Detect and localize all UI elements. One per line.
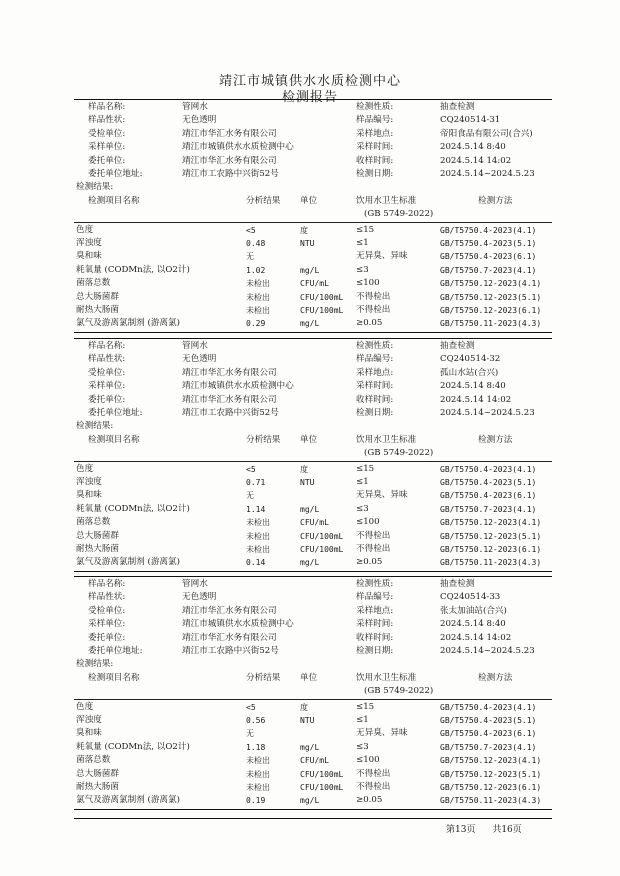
header-method: 检测方法 [478,434,513,445]
results-header-row-2 [74,447,552,460]
info-value: 张太加油站(合兴) [440,605,507,616]
sample-info-row [74,141,552,154]
cell-item: 总大肠菌群 [76,530,119,541]
cell-result: 0.48 [246,239,266,248]
report-subtitle: 检测报告 [281,90,338,105]
info-label: 收样时间: [356,155,394,166]
cell-result: 0.14 [246,558,266,568]
info-label: 委托单位地址: [88,646,143,656]
info-label: 委托单位地址: [88,408,143,418]
cell-standard: ≥0.05 [356,557,383,568]
info-label: 检测性质: [356,341,394,351]
cell-result: 1.18 [246,742,266,752]
sample-info-row [74,394,552,407]
header-result: 分析结果 [246,672,281,683]
header-standard: 饮用水卫生标准 [356,434,417,445]
sample-info-row [74,340,552,353]
info-label: 采样地点: [356,605,394,616]
sample-info-row [74,155,552,168]
report-section [74,99,552,331]
cell-method: GB/T5750.4-2023(6.1) [440,252,537,262]
section-bottom-rule [74,809,552,810]
info-value: 靖江市工农路中兴街52号 [182,169,279,179]
cell-method: GB/T5750.4-2023(6.1) [440,729,537,739]
info-value: 2024.5.14~2024.5.23 [440,646,535,656]
info-value: 管网水 [182,102,208,112]
cell-unit: NTU [300,239,315,248]
cell-item: 浑浊度 [76,477,102,487]
info-value: 孤山水站(合兴) [440,367,499,378]
cell-method: GB/T5750.4-2023(5.1) [440,478,537,487]
header-result: 分析结果 [246,195,281,206]
cell-unit: mg/L [300,742,320,752]
section-top-rule [74,576,552,577]
cell-standard: 无异臭、异味 [356,251,408,262]
cell-unit: mg/L [300,558,320,568]
cell-item: 菌落总数 [76,755,111,766]
cell-standard: ≤1 [356,238,369,248]
results-header-row-2 [74,685,552,698]
sample-info-row [74,101,552,114]
info-value: 靖江市城镇供水水质检测中心 [182,142,294,153]
table-row [74,556,552,569]
header-rule [74,461,552,462]
cell-unit: CFU/100mL [300,306,344,315]
info-label: 采样时间: [356,142,394,153]
info-label: 采样时间: [356,381,394,392]
cell-method: GB/T5750.4-2023(5.1) [440,239,537,248]
table-row [74,476,552,489]
info-label: 样品性状: [88,115,126,126]
info-value: 2024.5.14~2024.5.23 [440,169,535,179]
table-row [74,543,552,556]
cell-unit: 度 [300,702,308,712]
cell-unit: mg/L [300,319,320,329]
table-row [74,489,552,502]
info-value: 2024.5.14 8:40 [440,619,506,630]
cell-unit: CFU/100mL [300,783,344,792]
info-label: 样品性状: [88,354,126,365]
cell-unit: CFU/100mL [300,531,344,541]
cell-method: GB/T5750.4-2023(4.1) [440,702,537,712]
info-label: 受检单位: [88,128,126,139]
cell-unit: CFU/100mL [300,769,344,779]
cell-item: 色度 [76,224,94,235]
cell-standard: 不得检出 [356,291,391,302]
cell-standard: ≤3 [356,264,369,275]
cell-result: 0.29 [246,319,266,329]
header-result: 分析结果 [246,434,281,445]
info-label: 采样单位: [88,619,126,630]
header-standard-code: (GB 5749-2022) [364,686,434,697]
cell-item: 色度 [76,701,94,712]
info-label: 样品编号: [356,592,394,603]
cell-result: 无 [246,252,254,262]
cell-unit: CFU/100mL [300,292,344,302]
cell-standard: 不得检出 [356,782,391,792]
info-label: 委托单位地址: [88,169,143,179]
cell-standard: ≥0.05 [356,318,383,329]
table-row [74,304,552,317]
cell-result: 未检出 [246,292,270,302]
cell-method: GB/T5750.12-2023(6.1) [440,545,542,554]
info-value: 靖江市华汇水务有限公司 [182,155,277,166]
cell-standard: 不得检出 [356,544,391,554]
cell-result: 1.02 [246,265,266,275]
info-label: 受检单位: [88,605,126,616]
cell-item: 臭和味 [76,490,102,501]
table-row [74,291,552,304]
table-row [74,503,552,516]
header-standard: 饮用水卫生标准 [356,195,417,206]
cell-standard: 不得检出 [356,768,391,779]
cell-method: GB/T5750.4-2023(5.1) [440,716,537,725]
cell-method: GB/T5750.12-2023(6.1) [440,783,542,792]
info-value: 靖江市华汇水务有限公司 [182,367,277,378]
cell-method: GB/T5750.4-2023(6.1) [440,491,537,501]
cell-result: 无 [246,491,254,501]
info-label: 采样单位: [88,381,126,392]
cell-unit: mg/L [300,504,320,514]
info-label: 样品编号: [356,354,394,365]
cell-item: 氯气及游离氯制剂 (游离氯) [76,557,180,568]
cell-standard: ≤1 [356,477,369,487]
table-row [74,317,552,330]
info-value: 无色透明 [182,592,217,603]
info-label: 样品名称: [88,341,126,351]
info-label: 检测性质: [356,579,394,589]
cell-method: GB/T5750.11-2023(4.3) [440,796,542,806]
info-value: 2024.5.14~2024.5.23 [440,408,535,418]
info-value: 抽查检测 [440,341,475,351]
info-label: 样品名称: [88,579,126,589]
info-value: 帝阳食品有限公司(合兴) [440,128,533,139]
cell-result: 未检出 [246,545,270,554]
cell-result: 无 [246,729,254,739]
cell-result: 未检出 [246,756,270,766]
info-label: 样品名称: [88,102,126,112]
sample-info-row [74,367,552,380]
cell-item: 臭和味 [76,728,102,739]
info-label: 委托单位: [88,155,126,166]
section-bottom-rule [74,571,552,572]
cell-method: GB/T5750.12-2023(4.1) [440,518,542,528]
info-value: 管网水 [182,341,208,351]
cell-standard: ≤1 [356,715,369,725]
info-value: CQ240514-32 [440,354,501,365]
info-value: 靖江市华汇水务有限公司 [182,632,277,643]
info-value: 无色透明 [182,115,217,126]
info-value: 无色透明 [182,354,217,365]
cell-standard: ≤100 [356,755,380,766]
cell-result: 未检出 [246,769,270,779]
cell-standard: ≤100 [356,517,380,528]
header-rule [74,222,552,223]
info-value: 靖江市工农路中兴街52号 [182,646,279,656]
table-row [74,264,552,277]
report-section [74,576,552,808]
table-row [74,794,552,807]
info-value: 2024.5.14 14:02 [440,632,512,643]
cell-result: <5 [246,225,256,235]
sample-info-row [74,618,552,631]
info-value: 2024.5.14 14:02 [440,155,512,166]
sample-info-row [74,407,552,420]
cell-unit: 度 [300,225,308,235]
cell-item: 臭和味 [76,251,102,262]
sample-info-row [74,591,552,604]
info-label: 收样时间: [356,394,394,405]
header-unit: 单位 [300,434,318,445]
results-header-row-2 [74,208,552,221]
info-label: 检测性质: [356,102,394,112]
page-total: 共16页 [492,825,522,835]
results-label: 检测结果: [76,659,114,670]
cell-method: GB/T5750.11-2023(4.3) [440,319,542,329]
table-row [74,768,552,781]
cell-method: GB/T5750.12-2023(6.1) [440,306,542,315]
info-label: 受检单位: [88,367,126,378]
header-standard-code: (GB 5749-2022) [364,448,434,459]
table-row [74,754,552,767]
cell-method: GB/T5750.7-2023(4.1) [440,265,537,275]
info-value: 2024.5.14 14:02 [440,394,512,405]
cell-unit: CFU/mL [300,279,329,289]
cell-method: GB/T5750.12-2023(4.1) [440,756,542,766]
sample-info-row [74,114,552,127]
cell-standard: 无异臭、异味 [356,728,408,739]
cell-item: 耐热大肠菌 [76,782,119,792]
info-label: 委托单位: [88,632,126,643]
table-row [74,727,552,740]
cell-unit: CFU/mL [300,518,329,528]
info-label: 收样时间: [356,632,394,643]
info-value: 2024.5.14 8:40 [440,142,506,153]
cell-item: 总大肠菌群 [76,291,119,302]
info-value: 抽查检测 [440,579,475,589]
table-row [74,741,552,754]
info-label: 检测日期: [356,169,394,179]
header-unit: 单位 [300,195,318,206]
cell-unit: NTU [300,478,315,487]
cell-unit: 度 [300,464,308,474]
header-method: 检测方法 [478,195,513,206]
cell-method: GB/T5750.12-2023(4.1) [440,279,542,289]
cell-item: 耗氧量 (CODMn法, 以O2计) [76,741,190,752]
sample-info-row [74,168,552,181]
cell-item: 浑浊度 [76,715,102,725]
cell-unit: mg/L [300,796,320,806]
table-row [74,530,552,543]
cell-standard: ≤15 [356,463,375,474]
cell-item: 耗氧量 (CODMn法, 以O2计) [76,503,190,514]
page-footer [446,822,536,835]
cell-item: 耐热大肠菌 [76,305,119,315]
section-top-rule [74,338,552,339]
footer-rule [74,818,552,819]
cell-unit: CFU/100mL [300,545,344,554]
header-item: 检测项目名称 [88,672,140,683]
cell-item: 耗氧量 (CODMn法, 以O2计) [76,264,190,275]
results-label-row [74,658,552,671]
cell-unit: mg/L [300,265,320,275]
header-method: 检测方法 [478,672,513,683]
info-value: 2024.5.14 8:40 [440,381,506,392]
cell-item: 氯气及游离氯制剂 (游离氯) [76,795,180,806]
table-row [74,701,552,714]
info-label: 样品编号: [356,115,394,126]
sample-info-row [74,380,552,393]
info-label: 采样地点: [356,367,394,378]
cell-standard: ≥0.05 [356,795,383,806]
table-row [74,781,552,794]
table-row [74,250,552,263]
results-label-row [74,420,552,433]
report-org-title: 靖江市城镇供水水质检测中心 [218,74,401,89]
info-value: 靖江市华汇水务有限公司 [182,128,277,139]
table-row [74,516,552,529]
cell-standard: ≤3 [356,503,369,514]
cell-unit: NTU [300,716,315,725]
cell-item: 菌落总数 [76,278,111,289]
cell-method: GB/T5750.4-2023(4.1) [440,225,537,235]
sample-info-row [74,632,552,645]
info-value: 靖江市城镇供水水质检测中心 [182,619,294,630]
header-item: 检测项目名称 [88,195,140,206]
info-label: 采样单位: [88,142,126,153]
section-top-rule [74,99,552,100]
table-row [74,714,552,727]
info-value: 管网水 [182,579,208,589]
results-label-row [74,181,552,194]
page-number: 第13页 [446,825,476,835]
info-label: 检测日期: [356,408,394,418]
info-value: 靖江市工农路中兴街52号 [182,408,279,418]
cell-result: 未检出 [246,279,270,289]
cell-result: <5 [246,464,256,474]
sample-info-row [74,578,552,591]
cell-result: 0.56 [246,716,266,725]
cell-standard: 不得检出 [356,305,391,315]
header-item: 检测项目名称 [88,434,140,445]
cell-item: 耐热大肠菌 [76,544,119,554]
cell-method: GB/T5750.11-2023(4.3) [440,558,542,568]
cell-method: GB/T5750.4-2023(4.1) [440,464,537,474]
report-section [74,338,552,570]
results-label: 检测结果: [76,182,114,193]
sample-info-row [74,128,552,141]
info-value: 靖江市城镇供水水质检测中心 [182,381,294,392]
info-value: CQ240514-31 [440,115,501,126]
cell-standard: ≤3 [356,741,369,752]
cell-result: 未检出 [246,783,270,792]
sample-info-row [74,353,552,366]
info-value: 靖江市华汇水务有限公司 [182,394,277,405]
header-standard-code: (GB 5749-2022) [364,209,434,220]
cell-method: GB/T5750.12-2023(5.1) [440,292,542,302]
cell-item: 菌落总数 [76,517,111,528]
cell-item: 总大肠菌群 [76,768,119,779]
cell-result: 未检出 [246,518,270,528]
results-header-row [74,434,552,447]
info-value: 抽查检测 [440,102,475,112]
header-standard: 饮用水卫生标准 [356,672,417,683]
table-row [74,224,552,237]
cell-result: <5 [246,702,256,712]
cell-method: GB/T5750.7-2023(4.1) [440,742,537,752]
cell-result: 未检出 [246,306,270,315]
info-label: 采样地点: [356,128,394,139]
cell-standard: 不得检出 [356,530,391,541]
cell-standard: ≤15 [356,224,375,235]
cell-method: GB/T5750.12-2023(5.1) [440,769,542,779]
cell-result: 0.19 [246,796,266,806]
cell-unit: CFU/mL [300,756,329,766]
cell-result: 未检出 [246,531,270,541]
cell-standard: ≤15 [356,701,375,712]
info-label: 委托单位: [88,394,126,405]
results-header-row [74,195,552,208]
header-unit: 单位 [300,672,318,683]
cell-item: 浑浊度 [76,238,102,248]
cell-result: 0.71 [246,478,266,487]
section-bottom-rule [74,332,552,333]
info-value: 靖江市华汇水务有限公司 [182,605,277,616]
sample-info-row [74,645,552,658]
results-label: 检测结果: [76,421,114,432]
info-label: 检测日期: [356,646,394,656]
table-row [74,237,552,250]
cell-standard: ≤100 [356,278,380,289]
info-label: 样品性状: [88,592,126,603]
table-row [74,277,552,290]
cell-item: 色度 [76,463,94,474]
cell-method: GB/T5750.7-2023(4.1) [440,504,537,514]
cell-result: 1.14 [246,504,266,514]
cell-item: 氯气及游离氯制剂 (游离氯) [76,318,180,329]
info-label: 采样时间: [356,619,394,630]
table-row [74,463,552,476]
info-value: CQ240514-33 [440,592,501,603]
header-rule [74,699,552,700]
cell-standard: 无异臭、异味 [356,490,408,501]
cell-method: GB/T5750.12-2023(5.1) [440,531,542,541]
sample-info-row [74,605,552,618]
results-header-row [74,672,552,685]
